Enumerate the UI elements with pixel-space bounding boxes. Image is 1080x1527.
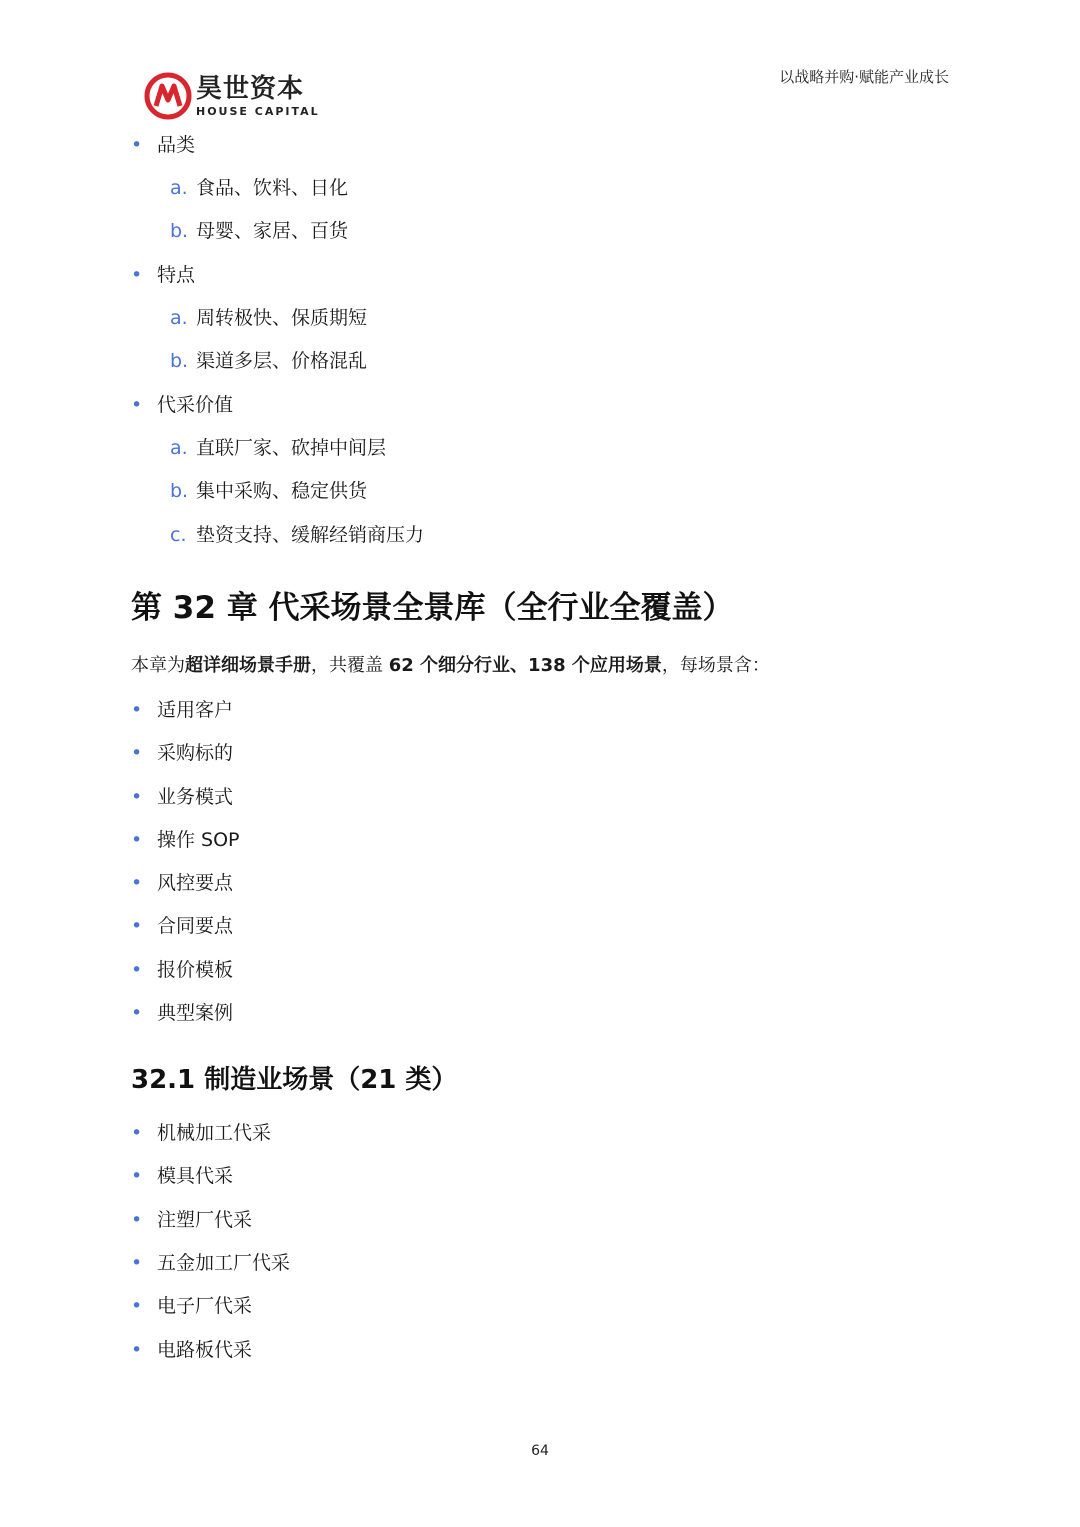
- logo-chinese-name: 昊世资本: [196, 73, 305, 104]
- bullet-icon: •: [131, 394, 143, 416]
- intro-text: ，共覆盖: [311, 655, 389, 676]
- chapter-title: 第 32 章 代采场景全景库（全行业全覆盖）: [131, 590, 734, 626]
- list-item-label: 注塑厂代采: [157, 1209, 253, 1231]
- list-item-label: 代采价值: [157, 394, 234, 416]
- bullet-icon: •: [131, 1002, 143, 1024]
- sub-list-item: [170, 436, 386, 460]
- list-item: [131, 133, 195, 157]
- intro-emphasis: 超详细场景手册: [185, 655, 311, 676]
- list-item-label: 特点: [157, 264, 196, 286]
- sub-list-marker: a.: [170, 437, 188, 459]
- bullet-icon: •: [131, 786, 143, 808]
- bullet-icon: •: [131, 264, 143, 286]
- sub-list-text: 周转极快、保质期短: [196, 307, 368, 329]
- list-item: [131, 1208, 252, 1232]
- bullet-icon: •: [131, 1122, 143, 1144]
- sub-list-marker: b.: [170, 220, 189, 242]
- bullet-icon: •: [131, 915, 143, 937]
- sub-list-marker: b.: [170, 480, 189, 502]
- list-item-label: 风控要点: [157, 872, 234, 894]
- list-item: [131, 698, 233, 722]
- sub-list-item: [170, 523, 424, 547]
- chapter-intro: [131, 654, 770, 678]
- list-item: [131, 914, 233, 938]
- list-item: [131, 263, 195, 287]
- bullet-icon: •: [131, 742, 143, 764]
- list-item: [131, 1164, 233, 1188]
- intro-text: 本章为: [131, 655, 185, 676]
- house-capital-logo-icon: [144, 72, 192, 120]
- sub-list-text: 垫资支持、缓解经销商压力: [196, 524, 425, 546]
- list-item: [131, 958, 233, 982]
- page-number: 64: [531, 1443, 549, 1459]
- list-item: [131, 1001, 233, 1025]
- list-item-label: 操作 SOP: [157, 829, 240, 851]
- list-item-label: 报价模板: [157, 959, 234, 981]
- list-item-label: 电子厂代采: [157, 1295, 253, 1317]
- list-item-label: 适用客户: [157, 699, 234, 721]
- list-item: [131, 393, 233, 417]
- bullet-icon: •: [131, 1252, 143, 1274]
- list-item: [131, 741, 233, 765]
- sub-list-marker: a.: [170, 177, 188, 199]
- header-tagline: 以战略并购·赋能产业成长: [779, 68, 949, 86]
- sub-list-item: [170, 479, 367, 503]
- list-item-label: 五金加工厂代采: [157, 1252, 291, 1274]
- bullet-icon: •: [131, 1209, 143, 1231]
- list-item: [131, 785, 233, 809]
- sub-list-text: 直联厂家、砍掉中间层: [196, 437, 387, 459]
- logo-english-name: HOUSE CAPITAL: [196, 104, 320, 118]
- bullet-icon: •: [131, 1339, 143, 1361]
- sub-list-item: [170, 349, 367, 373]
- section-title: 32.1 制造业场景（21 类）: [131, 1065, 458, 1095]
- company-logo: [144, 72, 320, 120]
- bullet-icon: •: [131, 699, 143, 721]
- list-item: [131, 1338, 252, 1362]
- list-item-label: 品类: [157, 134, 196, 156]
- bullet-icon: •: [131, 134, 143, 156]
- sub-list-text: 渠道多层、价格混乱: [196, 350, 368, 372]
- bullet-icon: •: [131, 872, 143, 894]
- list-item-label: 机械加工代采: [157, 1122, 272, 1144]
- sub-list-marker: b.: [170, 350, 189, 372]
- sub-list-text: 母婴、家居、百货: [196, 220, 349, 242]
- sub-list-item: [170, 176, 348, 200]
- sub-list-item: [170, 219, 348, 243]
- intro-emphasis: 62 个细分行业、138 个应用场景: [388, 655, 662, 676]
- list-item-label: 业务模式: [157, 786, 234, 808]
- sub-list-item: [170, 306, 367, 330]
- list-item: [131, 871, 233, 895]
- bullet-icon: •: [131, 959, 143, 981]
- list-item: [131, 1294, 252, 1318]
- sub-list-text: 食品、饮料、日化: [196, 177, 349, 199]
- bullet-icon: •: [131, 1295, 143, 1317]
- list-item-label: 合同要点: [157, 915, 234, 937]
- list-item: [131, 1251, 290, 1275]
- list-item: [131, 828, 240, 852]
- intro-text: ，每场景含：: [661, 655, 770, 676]
- bullet-icon: •: [131, 829, 143, 851]
- list-item-label: 采购标的: [157, 742, 234, 764]
- list-item-label: 模具代采: [157, 1165, 234, 1187]
- list-item: [131, 1121, 271, 1145]
- bullet-icon: •: [131, 1165, 143, 1187]
- list-item-label: 电路板代采: [157, 1339, 253, 1361]
- sub-list-marker: a.: [170, 307, 188, 329]
- sub-list-marker: c.: [170, 524, 187, 546]
- list-item-label: 典型案例: [157, 1002, 234, 1024]
- sub-list-text: 集中采购、稳定供货: [196, 480, 368, 502]
